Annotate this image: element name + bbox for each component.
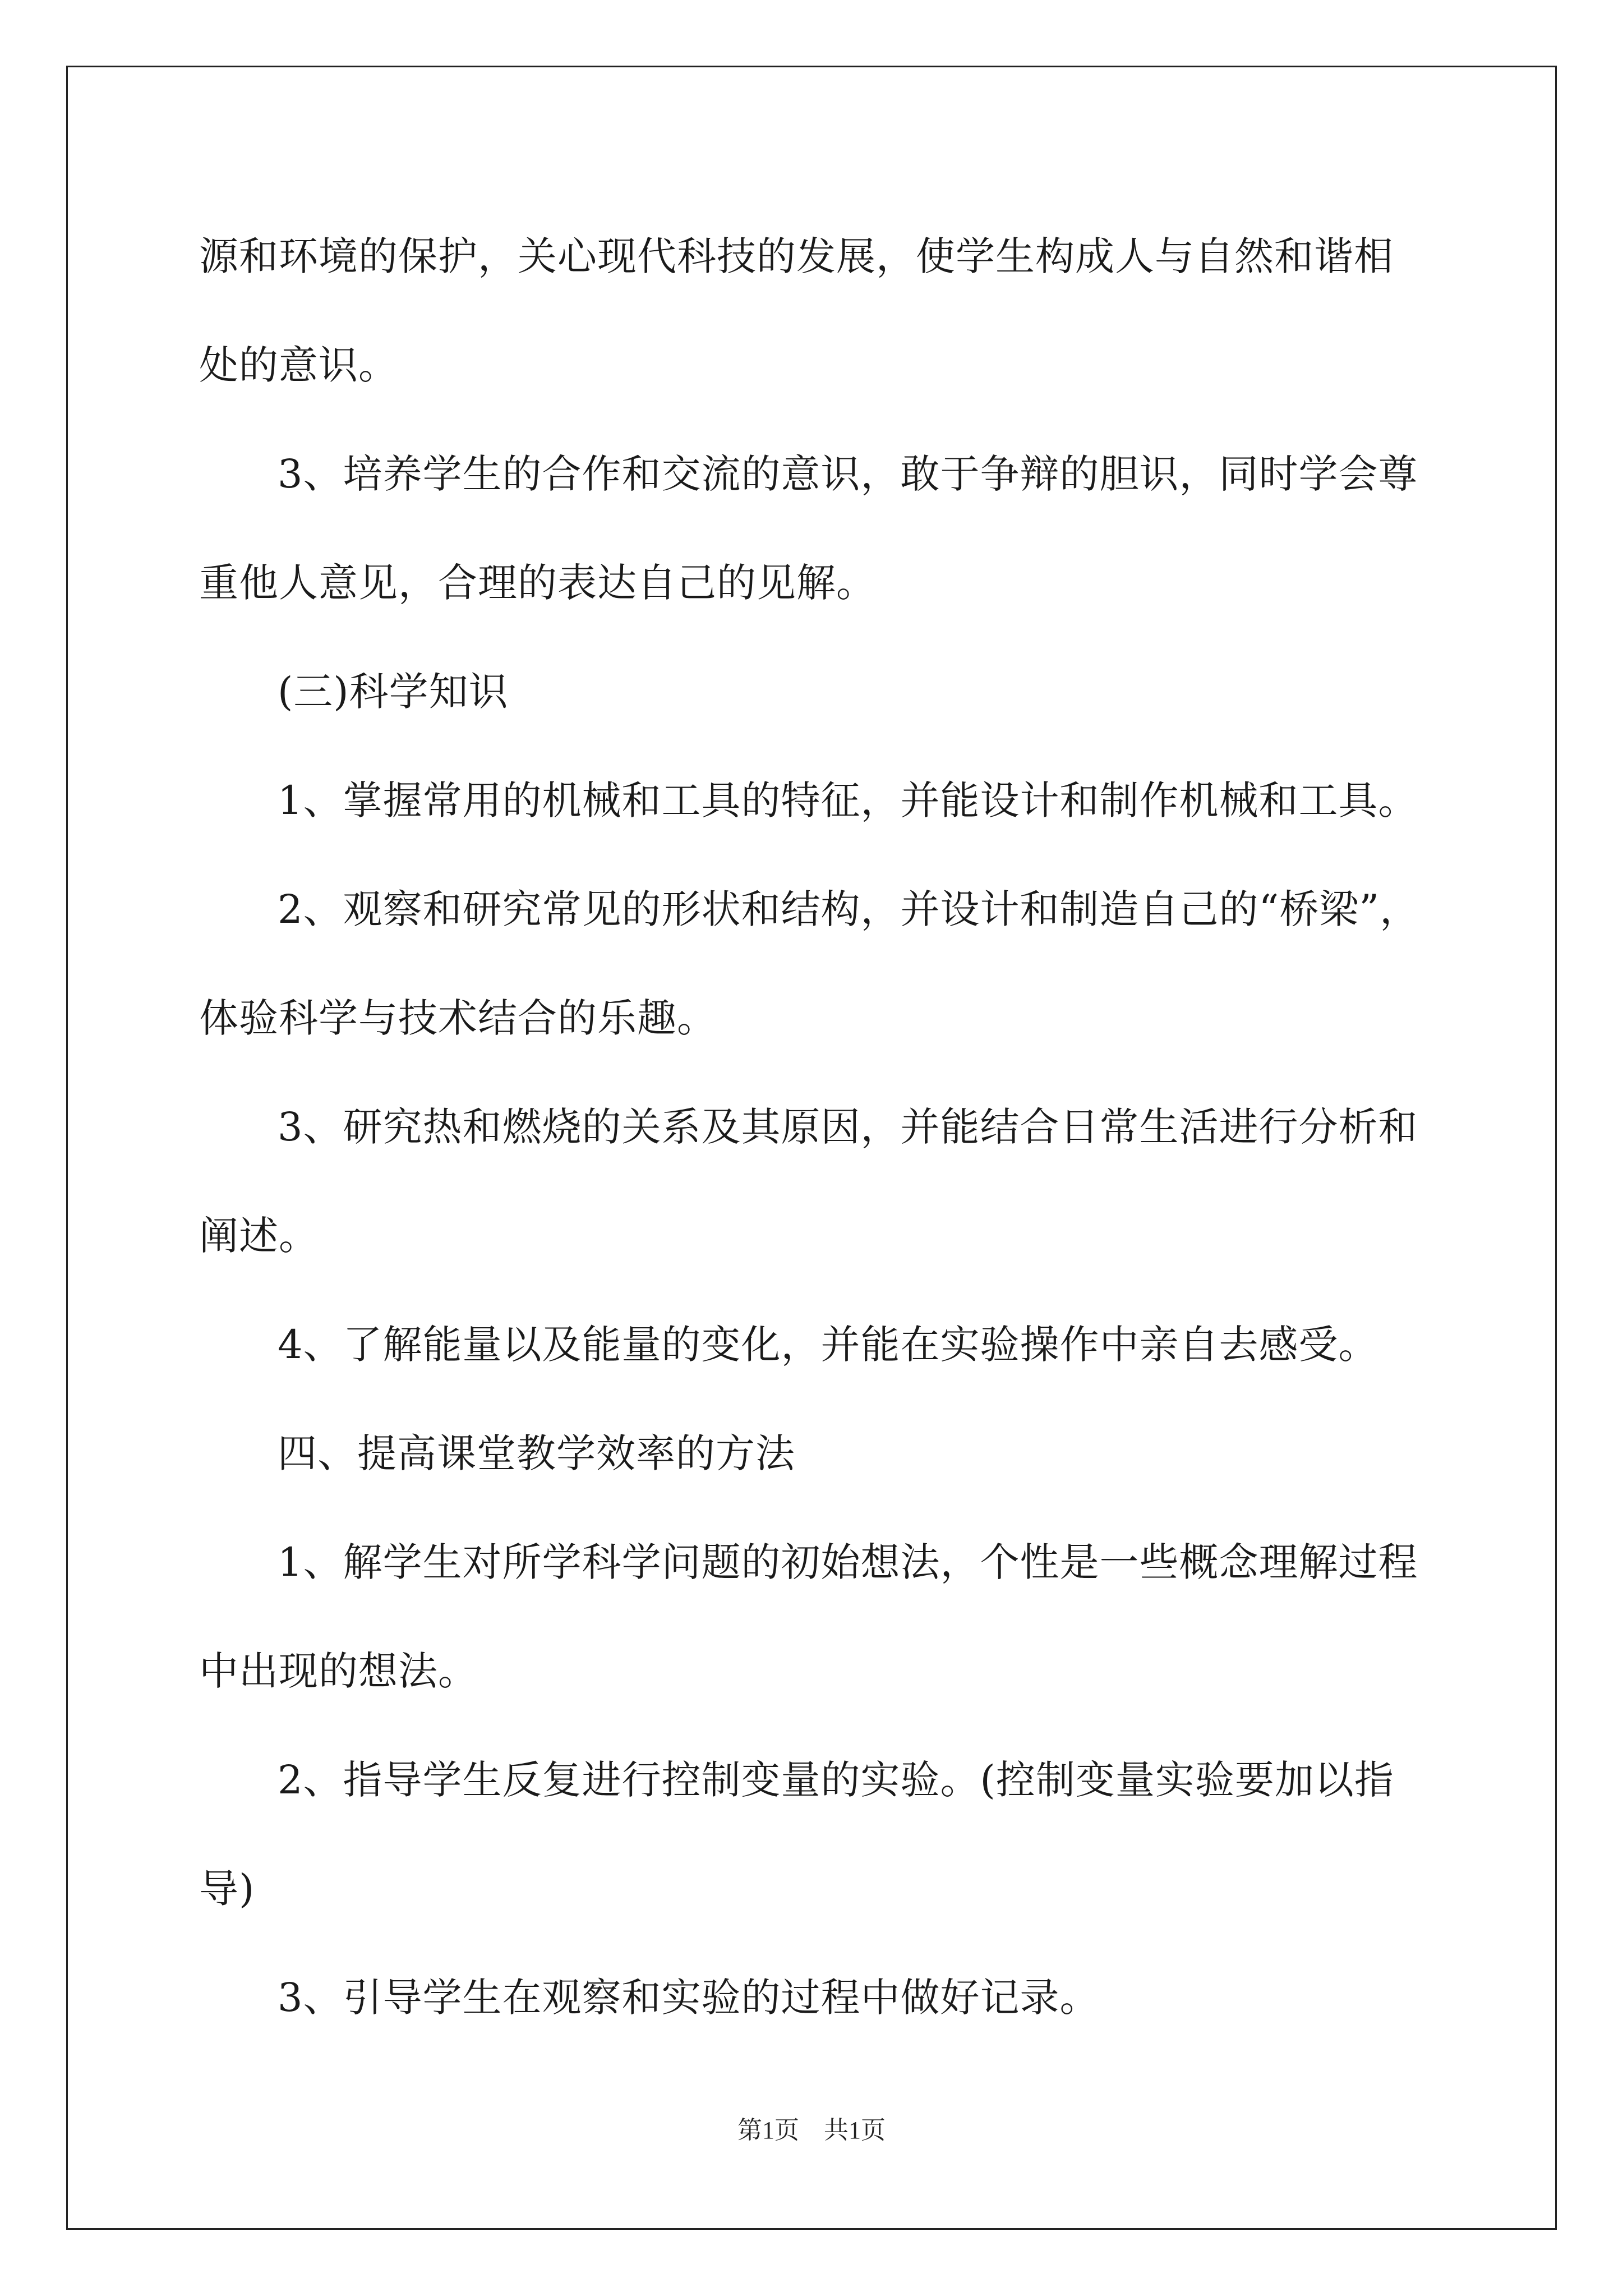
text-line: 1、解学生对所学科学问题的初始想法，个性是一些概念理解过程: [278, 1539, 1418, 1585]
document-body: [199, 202, 1433, 2052]
text-line: 4、了解能量以及能量的变化，并能在实验操作中亲自去感受。: [278, 1322, 1378, 1368]
text-line: 1、掌握常用的机械和工具的特征，并能设计和制作机械和工具。: [278, 777, 1418, 823]
text-line: 体验科学与技术结合的乐趣。: [199, 995, 717, 1041]
text-line: 源和环境的保护，关心现代科技的发展，使学生构成人与自然和谐相: [199, 233, 1394, 279]
text-line: 重他人意见，合理的表达自己的见解。: [199, 560, 876, 606]
text-line: 阐述。: [199, 1213, 319, 1259]
text-line: 3、培养学生的合作和交流的意识，敢于争辩的胆识，同时学会尊: [278, 451, 1418, 497]
text-line: 处的意识。: [199, 342, 398, 388]
text-line: 3、引导学生在观察和实验的过程中做好记录。: [278, 1975, 1100, 2021]
text-line: 导): [199, 1866, 255, 1912]
section-heading: 四、提高课堂教学效率的方法: [278, 1430, 795, 1476]
text-line: 3、研究热和燃烧的关系及其原因，并能结合日常生活进行分析和: [278, 1104, 1418, 1150]
page-footer: 第1页 共1页: [737, 2116, 886, 2144]
text-line: 中出现的想法。: [199, 1648, 478, 1694]
section-heading: (三)科学知识: [278, 669, 509, 715]
text-line: 2、观察和研究常见的形状和结构，并设计和制造自己的“桥梁”，: [278, 886, 1420, 932]
text-line: 2、指导学生反复进行控制变量的实验。(控制变量实验要加以指: [278, 1757, 1394, 1803]
